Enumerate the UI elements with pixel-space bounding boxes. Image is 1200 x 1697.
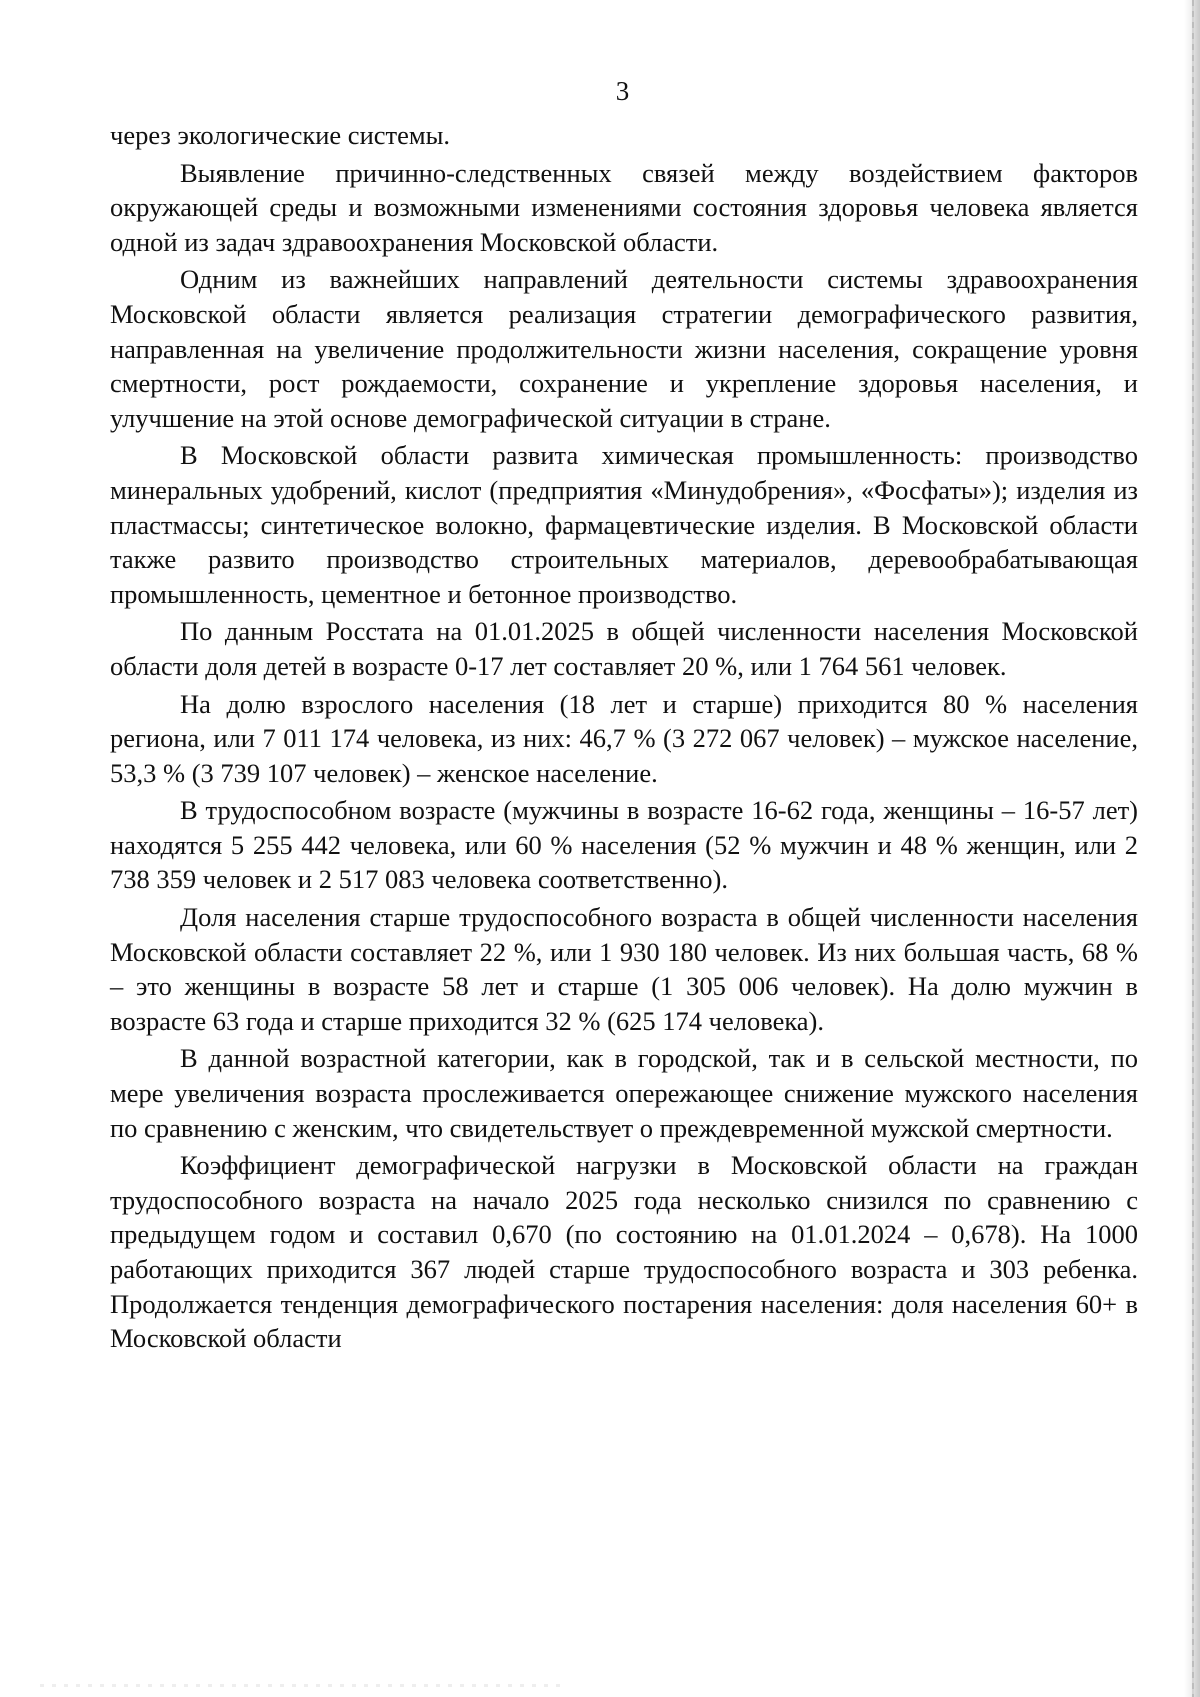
paragraph-dependency-ratio: Коэффициент демографической нагрузки в Московской области на граждан трудоспособного возраста на начало 2025 года несколько снизился по сравнению с предыдущем годом и составил 0,670 (по состоянию на 01.01.2024 – 0,678). На 1000 работающих приходится 367 людей старше трудоспособного возраста и 303 ребенка. Продолжается тенденция демографического постарения населения: доля населения 60+ в Московской области <box>110 1150 1138 1354</box>
paragraph-adult-population: На долю взрослого населения (18 лет и старше) приходится 80 % населения региона, или 7 011 174 человека, из них: 46,7 % (3 272 067 человек) – мужское население, 53,3 % (3 739 107 человек) – женское население. <box>110 688 1138 788</box>
page-number: 3 <box>615 76 630 106</box>
paragraph-continuation: через экологические системы. <box>110 120 451 150</box>
paragraph-older-age: Доля населения старше трудоспособного возраста в общей численности населения Московской области составляет 22 %, или 1 930 180 человек. Из них большая часть, 68 % – это женщины в возрасте 58 лет и старше (1 305 006 человек). На долю мужчин в возрасте 63 года и старше приходится 32 % (625 174 человека). <box>110 902 1138 1036</box>
paragraph-working-age: В трудоспособном возрасте (мужчины в возрасте 16-62 года, женщины – 16-57 лет) находятся 5 255 442 человека, или 60 % населения (52 % мужчин и 48 % женщин, или 2 738 359 человек и 2 517 083 человека соответственно). <box>110 795 1138 895</box>
scan-artifact-specks <box>40 1684 560 1687</box>
paragraph-causal-links: Выявление причинно-следственных связей между воздействием факторов окружающей среды и возможными изменениями состояния здоровья человека является одной из задач здравоохранения Московской области. <box>110 157 1138 257</box>
paragraph-male-mortality: В данной возрастной категории, как в городской, так и в сельской местности, по мере увеличения возраста прослеживается опережающее снижение мужского населения по сравнению с женским, что свидетельствует о преждевременной мужской смертности. <box>110 1043 1138 1143</box>
scan-edge-line <box>1192 0 1194 1697</box>
paragraph-chemical-industry: В Московской области развита химическая промышленность: производство минеральных удобрений, кислот (предприятия «Минудобрения», «Фосфаты»); изделия из пластмассы; синтетическое волокно, фармацевтические изделия. В Московской области также развито производство строительных материалов, деревообрабатывающая промышленность, цементное и бетонное производство. <box>110 440 1138 609</box>
document-body <box>110 118 1138 1356</box>
paragraph-demographic-strategy: Одним из важнейших направлений деятельности системы здравоохранения Московской области является реализация стратегии демографического развития, направленная на увеличение продолжительности жизни населения, сокращение уровня смертности, рост рождаемости, сохранение и укрепление здоровья населения, и улучшение на этой основе демографической ситуации в стране. <box>110 264 1138 433</box>
paragraph-rosstat-children: По данным Росстата на 01.01.2025 в общей численности населения Московской области доля детей в возрасте 0-17 лет составляет 20 %, или 1 764 561 человек. <box>110 616 1138 681</box>
